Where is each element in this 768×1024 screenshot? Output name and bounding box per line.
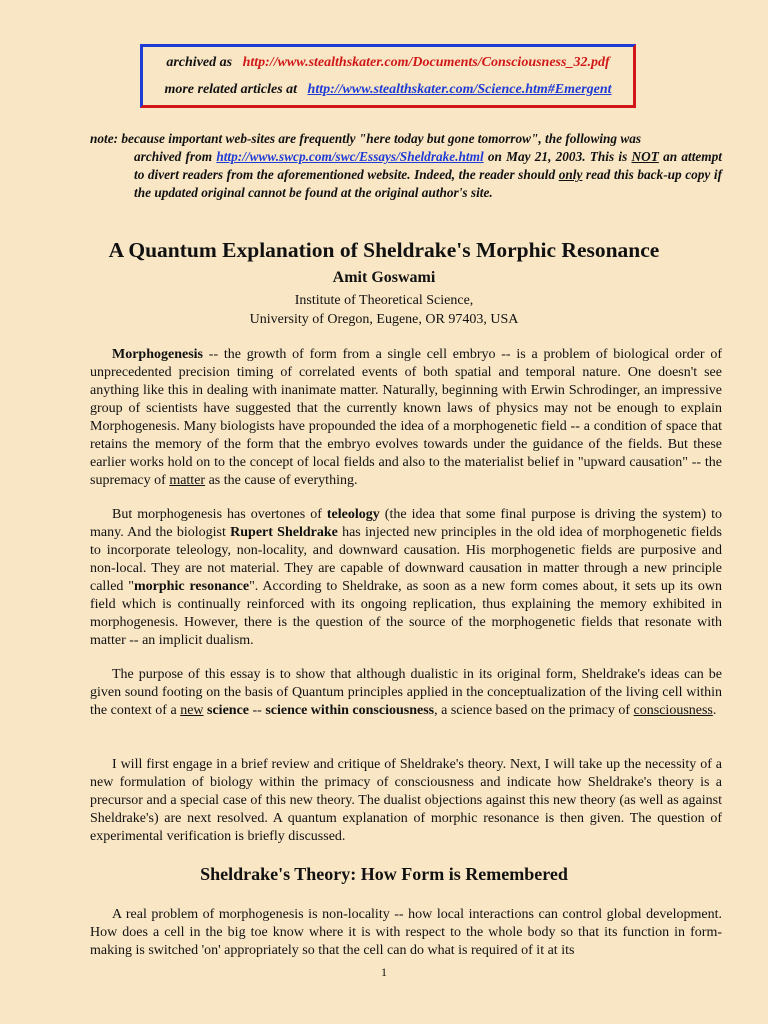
note-emphasis-only: only	[558, 167, 583, 182]
note-body	[90, 148, 722, 202]
paragraph-text: .	[712, 703, 717, 718]
paragraph-3	[90, 666, 722, 720]
term-science-within-consciousness: science within consciousness	[265, 703, 435, 718]
term-science: science	[207, 703, 249, 718]
paragraph-text: The purpose of this essay is to show that although dualistic in its original form, Sheldrake's ideas can be given sound footing on the basis of Quantum principles applied in the conceptualization of the living cell within the context of a	[90, 667, 722, 718]
paragraph-text: has injected new principles in the old idea of morphogenetic fields to incorporate teleology, non-locality, and downward causation. His morphogenetic fields are purposive and non-local. They are not material. They are capable of downward causation in matter through a new principle called "	[90, 525, 722, 594]
archive-box	[140, 44, 636, 108]
paragraph-1	[90, 346, 722, 490]
archive-line-2	[143, 82, 633, 98]
author-affiliation-line2: University of Oregon, Eugene, OR 97403, USA	[249, 312, 519, 327]
archived-as-label: archived as	[166, 55, 233, 70]
note-emphasis-not: NOT	[631, 149, 659, 164]
archive-line-1	[143, 55, 633, 71]
name-rupert-sheldrake: Rupert Sheldrake	[230, 525, 338, 540]
paragraph-text: But morphogenesis has overtones of	[112, 507, 322, 522]
article-title: A Quantum Explanation of Sheldrake's Morphic Resonance	[108, 238, 660, 262]
term-morphogenesis: Morphogenesis	[112, 347, 203, 362]
source-link[interactable]: http://www.swcp.com/swc/Essays/Sheldrake.html	[216, 149, 484, 164]
note-text: an attempt to divert readers from the aforementioned website. Indeed, the reader should	[134, 149, 722, 182]
archive-note	[90, 130, 722, 202]
paragraph-text: (the idea that some final purpose is driving the system) to many. And the biologist	[90, 507, 723, 540]
page-number: 1	[381, 965, 387, 979]
note-lead: note: because important web-sites are frequently "here today but gone tomorrow", the following was	[90, 131, 642, 146]
paragraph-2	[90, 506, 722, 650]
paragraph-text: ". According to Sheldrake, as soon as a new form comes about, it sets up its own field which is continually reinforced with its ongoing replication, thus explaining the memory exhibited in morphogenesis. However, there is the question of the source of the morphogenetic fields that resonate with matter -- an implicit dualism.	[90, 579, 722, 648]
paragraph-5: A real problem of morphogenesis is non-locality -- how local interactions can control global development. How does a cell in the big toe know where it is with respect to the whole body so that its function in form-making is switched 'on' appropriately so that the cell can do what is required of it at its	[90, 907, 722, 958]
note-text: read this back-up copy if the updated original cannot be found at the original author's site.	[134, 167, 722, 200]
paragraph-text: --	[252, 703, 262, 718]
note-text: archived from	[134, 149, 213, 164]
archive-url[interactable]: http://www.stealthskater.com/Documents/Consciousness_32.pdf	[242, 55, 610, 70]
term-teleology: teleology	[326, 507, 380, 522]
related-articles-link[interactable]: http://www.stealthskater.com/Science.htm#Emergent	[307, 82, 612, 97]
section-heading: Sheldrake's Theory: How Form is Remembered	[200, 864, 568, 884]
paragraph-4: I will first engage in a brief review and critique of Sheldrake's theory. Next, I will take up the necessity of a new formulation of biology within the primacy of consciousness and indicate how Sheldrake's theory is a precursor and a special case of this new theory. The dualist objections against this new theory (as well as against Sheldrake's) are next resolved. A quantum explanation of morphic resonance is then given. The question of experimental verification is briefly discussed.	[90, 757, 722, 844]
author-affiliation-line1: Institute of Theoretical Science,	[294, 293, 474, 308]
note-text: on May 21, 2003. This is	[487, 149, 628, 164]
paragraph-text: , a science based on the primacy of	[434, 703, 631, 718]
paragraph-text: -- the growth of form from a single cell embryo -- is a problem of biological order of unprecedented precision timing of correlated events of both spatial and temporal nature. One doesn't see anything like this in dealing with inanimate matter. Naturally, beginning with Erwin Schrodinger, an impressive group of scientists have suggested that the currently known laws of physics may not be enough to explain Morphogenesis. Many biologists have propounded the idea of a morphogenetic field -- a condition of space that retains the memory of the form that the embryo evolves towards under the guidance of the fields. But these earlier works hold on to the concept of local fields and also to the materialist belief in "upward causation" -- the supremacy of	[90, 347, 723, 488]
paragraph-text: as the cause of everything.	[208, 473, 358, 488]
new-word: new	[180, 703, 204, 718]
article-author: Amit Goswami	[332, 269, 436, 286]
term-morphic-resonance: morphic resonance	[134, 579, 250, 594]
related-articles-label: more related articles at	[164, 82, 298, 97]
matter-word: matter	[169, 473, 206, 488]
consciousness-word: consciousness	[633, 703, 713, 718]
